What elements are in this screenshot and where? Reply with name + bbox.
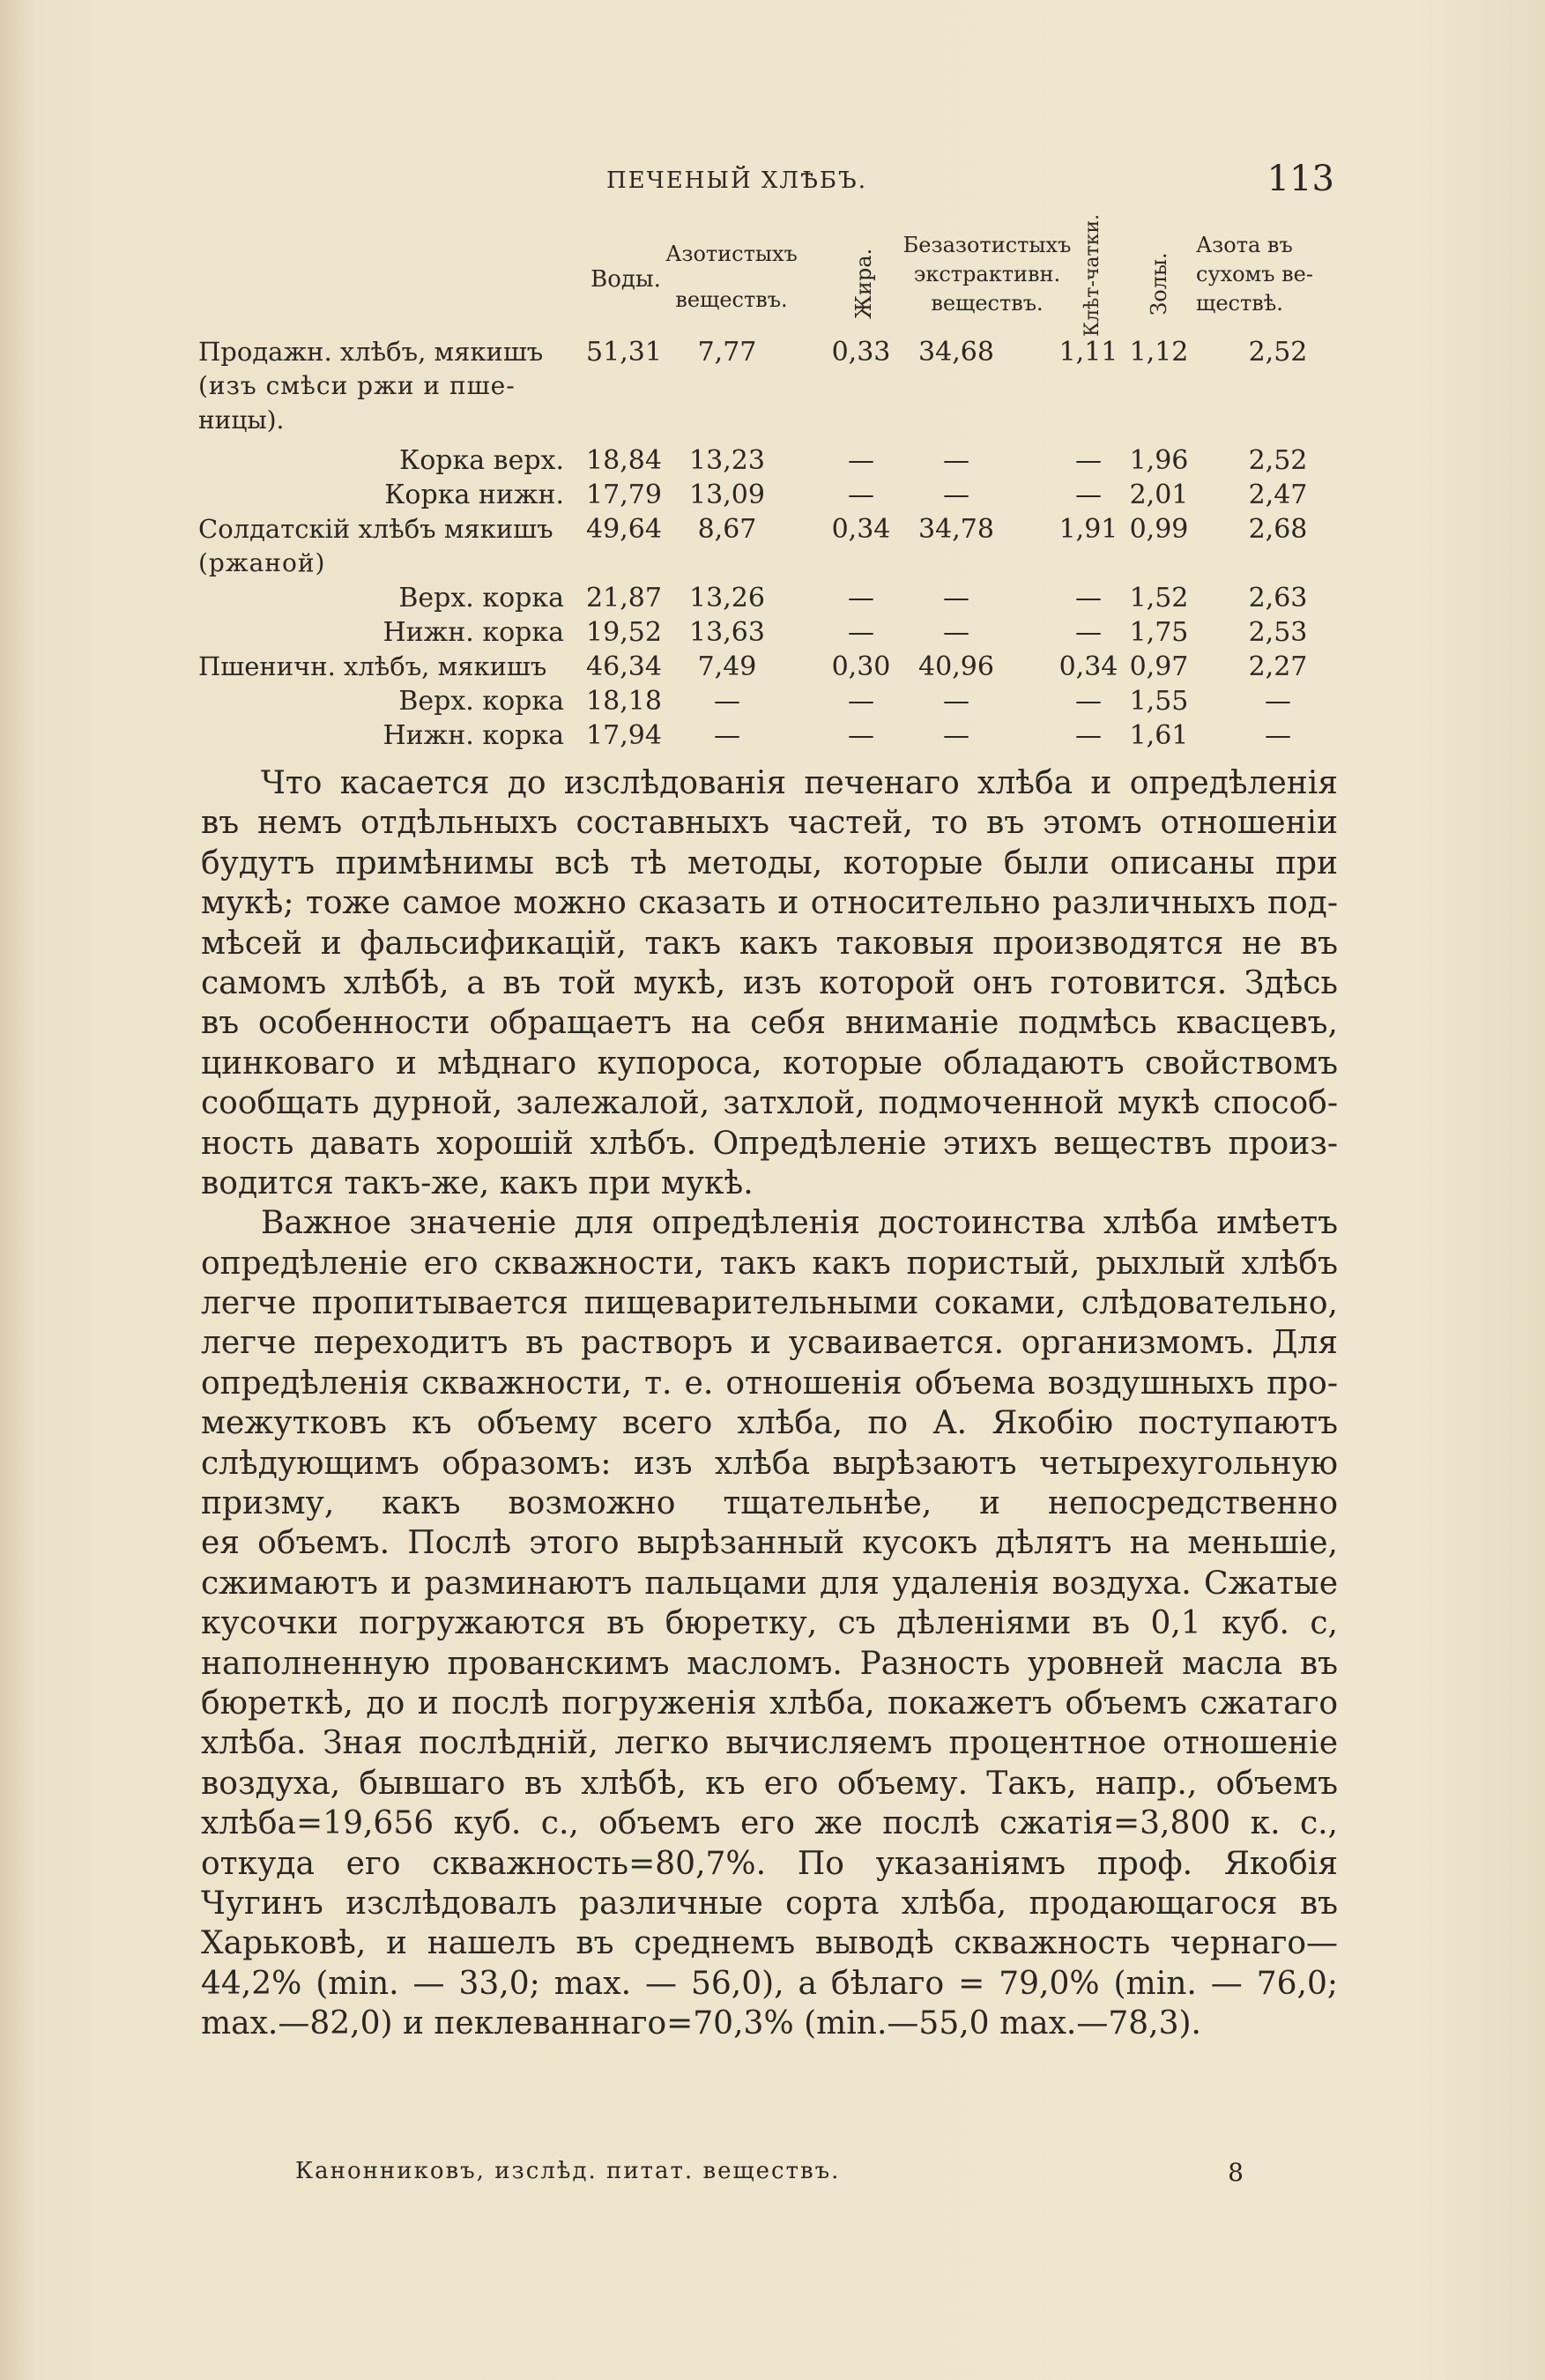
row-sublabel: (изъ смѣси ржи и пше- bbox=[198, 371, 516, 400]
text-line: опредѣленіе его скважности, такъ какъ пористый, рыхлый хлѣбъ bbox=[201, 1245, 1338, 1282]
table-cell: 18,84 bbox=[586, 445, 662, 476]
table-cell: — bbox=[848, 686, 874, 717]
row-sublabel: (ржаной) bbox=[198, 548, 326, 577]
table-cell: 1,61 bbox=[1129, 720, 1189, 751]
table-cell: 0,97 bbox=[1129, 651, 1189, 682]
row-label: Верх. корка bbox=[398, 583, 564, 614]
text-line: будутъ примѣнимы всѣ тѣ методы, которые были описаны при bbox=[201, 844, 1338, 881]
text-line: легче пропитывается пищеварительными соками, слѣдовательно, bbox=[201, 1285, 1338, 1322]
table-cell: — bbox=[943, 480, 969, 510]
text-line: слѣдующимъ образомъ: изъ хлѣба вырѣзаютъ четырехугольную bbox=[201, 1445, 1338, 1482]
header-nonnitrogen: Безазотистыхъ экстрактивн. веществъ. bbox=[902, 233, 1072, 316]
text-line: 44,2% (min. — 33,0; max. — 56,0), а бѣлаго = 79,0% (min. — 76,0; bbox=[201, 1965, 1338, 2002]
text-line: Важное значеніе для опредѣленія достоинства хлѣба имѣетъ bbox=[261, 1205, 1338, 1242]
text-line: Харьковѣ, и нашелъ въ среднемъ выводѣ скважность чернаго— bbox=[201, 1925, 1338, 1962]
table-cell: 34,78 bbox=[918, 514, 994, 545]
header-nitrogen-dry: Азота въ сухомъ ве-ществѣ. bbox=[1196, 233, 1313, 316]
table-cell: — bbox=[943, 445, 969, 476]
table-cell: 1,12 bbox=[1129, 337, 1189, 368]
table-cell: 13,23 bbox=[689, 445, 765, 476]
table-cell: — bbox=[943, 686, 969, 717]
paragraph bbox=[201, 763, 1338, 1203]
table-cell: — bbox=[943, 720, 969, 751]
text-line: Чугинъ изслѣдовалъ различные сорта хлѣба, продающагося въ bbox=[201, 1885, 1338, 1922]
table-cell: 2,52 bbox=[1248, 337, 1308, 368]
row-label: Корка нижн. bbox=[384, 480, 564, 510]
table-cell: 2,47 bbox=[1248, 480, 1308, 510]
table-cell: 2,52 bbox=[1248, 445, 1308, 476]
table-cell: 13,63 bbox=[689, 617, 765, 648]
table-cell: — bbox=[1075, 686, 1102, 717]
text-line: водится такъ-же, какъ при мукѣ. bbox=[201, 1164, 754, 1201]
table-cell: 0,99 bbox=[1129, 514, 1189, 545]
table-cell: — bbox=[848, 445, 874, 476]
row-label: Продажн. хлѣбъ, мякишъ bbox=[198, 337, 544, 367]
table-cell: 1,96 bbox=[1129, 445, 1189, 476]
table-cell: — bbox=[714, 720, 740, 751]
header-water: Воды. bbox=[591, 266, 661, 293]
table-cell: 0,34 bbox=[831, 514, 891, 545]
header-fiber: Клѣт-чатки. bbox=[1081, 213, 1103, 337]
text-line: самомъ хлѣбѣ, а въ той мукѣ, изъ которой онъ готовится. Здѣсь bbox=[201, 964, 1338, 1001]
table-cell: 8,67 bbox=[697, 514, 757, 545]
text-line: бюреткѣ, до и послѣ погруженія хлѣба, покажетъ объемъ сжатаго bbox=[201, 1685, 1338, 1722]
text-line: призму, какъ возможно тщательнѣе, и непосредственно bbox=[201, 1485, 1338, 1522]
text-line: ея объемъ. Послѣ этого вырѣзанный кусокъ дѣлятъ на меньшіе, bbox=[201, 1525, 1338, 1562]
text-line: сообщать дурной, залежалой, затхлой, подмоченной мукѣ способ- bbox=[201, 1085, 1338, 1122]
text-line: въ особенности обращаетъ на себя вниманіе подмѣсь квасцевъ, bbox=[201, 1005, 1338, 1042]
row-label: Нижн. корка bbox=[383, 617, 564, 648]
row-label: Нижн. корка bbox=[383, 720, 564, 751]
table-cell: 46,34 bbox=[586, 651, 662, 682]
table-cell: 0,34 bbox=[1058, 651, 1118, 682]
table-cell: 2,53 bbox=[1248, 617, 1308, 648]
text-line: кусочки погружаются въ бюретку, съ дѣленіями въ 0,1 куб. с, bbox=[201, 1605, 1338, 1642]
text-line: хлѣба. Зная послѣдній, легко вычисляемъ процентное отношеніе bbox=[201, 1725, 1338, 1762]
body-text bbox=[201, 763, 1338, 2044]
table-cell: — bbox=[848, 617, 874, 648]
table-cell: 51,31 bbox=[586, 337, 662, 368]
text-line: max.—82,0) и пеклеваннаго=70,3% (min.—55,0 max.—78,3). bbox=[201, 2005, 1202, 2042]
text-line: мукѣ; тоже самое можно сказать и относительно различныхъ под- bbox=[201, 885, 1338, 922]
page-footer bbox=[295, 2158, 1265, 2187]
text-line: въ немъ отдѣльныхъ составныхъ частей, то въ этомъ отношеніи bbox=[201, 805, 1338, 842]
table-cell: 21,87 bbox=[586, 583, 662, 614]
table-cell: — bbox=[1075, 480, 1102, 510]
signature-mark: 8 bbox=[1228, 2158, 1244, 2187]
table-cell: 49,64 bbox=[586, 514, 662, 545]
header-fat: Жира. bbox=[851, 248, 876, 319]
table-cell: 17,94 bbox=[586, 720, 662, 751]
text-line: опредѣленія скважности, т. е. отношенія объема воздушныхъ про- bbox=[201, 1365, 1338, 1402]
table-cell: — bbox=[714, 686, 740, 717]
page-number: 113 bbox=[1266, 159, 1334, 199]
running-head: ПЕЧЕНЫЙ ХЛѢБЪ. bbox=[606, 167, 867, 194]
text-line: наполненную прованскимъ масломъ. Разность уровней масла въ bbox=[201, 1645, 1338, 1682]
table-cell: — bbox=[1265, 720, 1291, 751]
table-cell: 0,33 bbox=[831, 337, 891, 368]
table-cell: — bbox=[1265, 686, 1291, 717]
header-ash: Золы. bbox=[1147, 252, 1171, 316]
table-cell: 1,75 bbox=[1129, 617, 1189, 648]
header-nitrogen: Азотистыхъ веществъ. bbox=[665, 242, 798, 312]
text-line: сжимаютъ и разминаютъ пальцами для удаленія воздуха. Сжатые bbox=[201, 1565, 1338, 1602]
table-cell: 34,68 bbox=[918, 337, 994, 368]
table-cell: 7,49 bbox=[697, 651, 757, 682]
table-cell: 19,52 bbox=[586, 617, 662, 648]
row-label: Солдатскій хлѣбъ мякишъ bbox=[198, 514, 553, 544]
table-cell: 18,18 bbox=[586, 686, 662, 717]
text-line: откуда его скважность=80,7%. По указаніямъ проф. Якобія bbox=[201, 1845, 1338, 1882]
text-line: воздуха, бывшаго въ хлѣбѣ, къ его объему. Такъ, напр., объемъ bbox=[201, 1765, 1338, 1802]
footer-text: Канонниковъ, изслѣд. питат. веществъ. bbox=[295, 2158, 841, 2184]
text-line: Что касается до изслѣдованія печенаго хлѣба и опредѣленія bbox=[261, 765, 1338, 801]
text-line: цинковаго и мѣднаго купороса, которые обладаютъ свойствомъ bbox=[201, 1045, 1338, 1082]
table-cell: 2,27 bbox=[1248, 651, 1308, 682]
table-cell: 2,63 bbox=[1248, 583, 1308, 614]
text-line: легче переходитъ въ растворъ и усваивается. организмомъ. Для bbox=[201, 1325, 1338, 1362]
composition-table bbox=[198, 213, 1344, 751]
table-cell: 7,77 bbox=[697, 337, 757, 368]
page-header bbox=[201, 159, 1338, 212]
table-cell: — bbox=[1075, 617, 1102, 648]
table-cell: 2,68 bbox=[1248, 514, 1308, 545]
row-sublabel: ницы). bbox=[198, 405, 285, 435]
table-cell: — bbox=[1075, 720, 1102, 751]
table-cell: — bbox=[943, 583, 969, 614]
table-cell: — bbox=[1075, 583, 1102, 614]
table-cell: 40,96 bbox=[918, 651, 994, 682]
table-cell: 1,52 bbox=[1129, 583, 1189, 614]
text-line: межутковъ къ объему всего хлѣба, по А. Якобію поступаютъ bbox=[201, 1405, 1338, 1442]
text-line: мѣсей и фальсификацій, такъ какъ таковыя производятся не въ bbox=[201, 925, 1338, 962]
table-cell: — bbox=[848, 480, 874, 510]
table-cell: — bbox=[943, 617, 969, 648]
text-line: хлѣба=19,656 куб. с., объемъ его же послѣ сжатія=3,800 к. с., bbox=[201, 1805, 1338, 1842]
table-cell: 17,79 bbox=[586, 480, 662, 510]
row-label: Корка верх. bbox=[399, 445, 564, 476]
paragraph bbox=[201, 1203, 1338, 2043]
table-cell: 1,55 bbox=[1129, 686, 1189, 717]
table-cell: — bbox=[848, 583, 874, 614]
text-line: ность давать хорошій хлѣбъ. Опредѣленіе этихъ веществъ произ- bbox=[201, 1125, 1338, 1162]
table-cell: 13,26 bbox=[689, 583, 765, 614]
table-cell: — bbox=[1075, 445, 1102, 476]
table-cell: 13,09 bbox=[689, 480, 765, 510]
table-cell: 1,91 bbox=[1058, 514, 1118, 545]
table-cell: 1,11 bbox=[1058, 337, 1118, 368]
table-cell: 0,30 bbox=[831, 651, 891, 682]
row-label: Верх. корка bbox=[398, 686, 564, 717]
row-label: Пшеничн. хлѣбъ, мякишъ bbox=[198, 651, 547, 681]
table-cell: 2,01 bbox=[1129, 480, 1189, 510]
table-cell: — bbox=[848, 720, 874, 751]
